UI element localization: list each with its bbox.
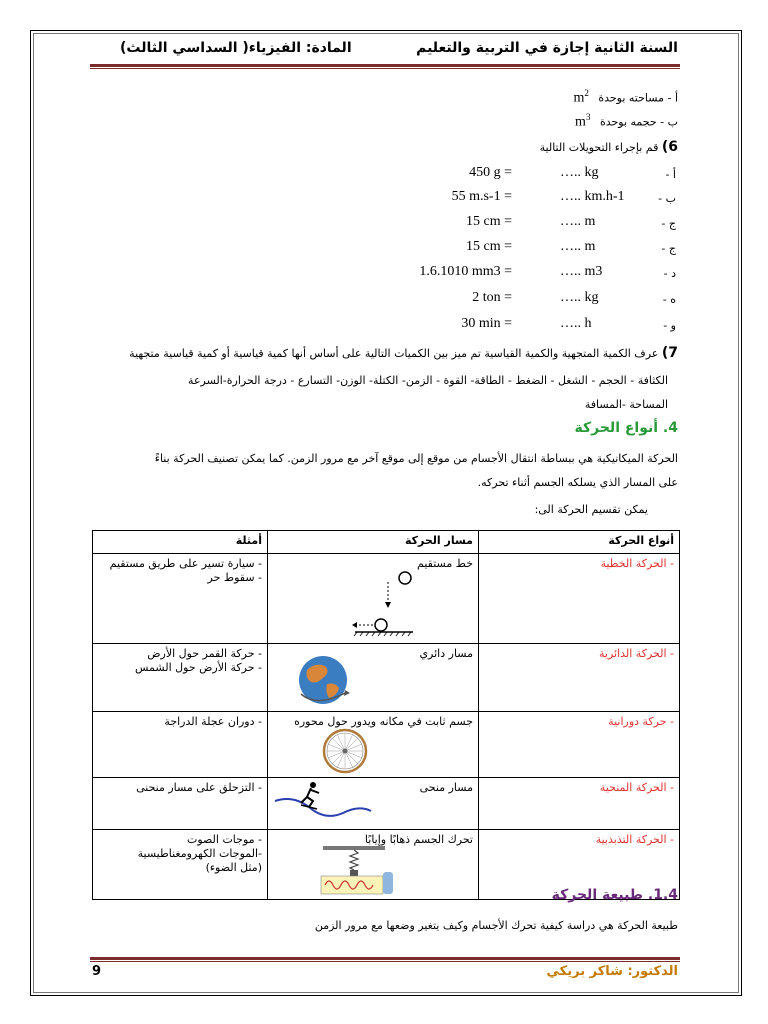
q6-text: قم بإجراء التحويلات التالية xyxy=(539,141,659,154)
item-b-unit-base: m xyxy=(575,114,586,130)
skier-curve-icon xyxy=(273,779,373,823)
footer-rule-thin xyxy=(90,961,680,962)
header-types: أنواع الحركة xyxy=(479,531,680,554)
conversion-source: 2 ton = xyxy=(472,290,512,305)
motion-examples-cell xyxy=(93,778,268,830)
conversion-target: ….. kg xyxy=(560,165,599,180)
motion-examples-cell xyxy=(93,644,268,712)
conversion-label: ج - xyxy=(661,242,676,255)
conversion-target: ….. km.h-1 xyxy=(560,189,625,204)
conversion-target: ….. m3 xyxy=(560,264,603,279)
conversion-source: 450 g = xyxy=(469,165,512,180)
section4-para1: الحركة الميكانيكية هي ببساطة انتقال الأجسام من موقع إلى موقع آخر مع مرور الزمن. كما يمكن تصنيف الحركة بناءً xyxy=(154,452,678,465)
header-title-right: السنة الثانية إجازة في التربية والتعليم xyxy=(416,40,678,56)
header-rule xyxy=(90,64,680,67)
item-b-label: ب - حجمه بوحدة xyxy=(599,115,678,129)
spring-oscillation-icon xyxy=(319,846,395,896)
header-path: مسار الحركة xyxy=(268,531,479,554)
table-row xyxy=(93,712,680,778)
q7-text: عرف الكمية المتجهية والكمية القياسية تم ميز بين الكميات التالية على أساس أنها كمية قياسية أو كمية قياسية متجهية xyxy=(129,347,659,360)
item-b-unit-exp: 3 xyxy=(585,112,591,122)
motion-type-cell xyxy=(479,644,680,712)
example-text: - سقوط حر xyxy=(207,571,262,584)
motion-type: - الحركة الدائرية xyxy=(598,647,674,660)
conversion-source: 1.6.1010 mm3 = xyxy=(419,264,512,279)
item-b-unit xyxy=(575,112,590,131)
conversion-target: ….. h xyxy=(560,316,592,331)
conversion-source: 30 min = xyxy=(461,316,512,331)
motion-path-cell xyxy=(268,778,479,830)
section4-intro: يمكن تقسيم الحركة الى: xyxy=(534,503,648,516)
motion-path-label: مسار دائري xyxy=(419,647,473,660)
motion-path-label: مسار منحى xyxy=(419,781,473,794)
conversion-target: ….. kg xyxy=(560,290,599,305)
table-row xyxy=(93,554,680,644)
conversion-source: 55 m.s-1 = xyxy=(451,189,512,204)
table-row xyxy=(93,778,680,830)
motion-path-cell xyxy=(268,644,479,712)
motion-types-table xyxy=(92,530,680,900)
example-text: -الموجات الكهرومغناطيسية xyxy=(137,847,262,860)
section41-para: طبيعة الحركة هي دراسة كيفية تحرك الأجسام وكيف يتغير وضعها مع مرور الزمن xyxy=(314,919,678,932)
motion-type: - حركة دورانية xyxy=(608,715,674,728)
motion-examples-cell xyxy=(93,554,268,644)
header-examples: أمثلة xyxy=(93,531,268,554)
conversion-label: د - xyxy=(663,267,676,280)
footer-author: الدكتور: شاكر بريكي xyxy=(546,964,678,979)
motion-type: - الحركة المنحية xyxy=(599,781,674,794)
example-text: (مثل الضوء) xyxy=(205,861,262,874)
motion-path-cell xyxy=(268,830,479,900)
item-a xyxy=(573,88,678,107)
bicycle-wheel-icon xyxy=(317,728,373,774)
conversion-label: و - xyxy=(663,319,676,332)
example-text: - حركة القمر حول الأرض xyxy=(147,647,262,660)
motion-examples-cell xyxy=(93,830,268,900)
item-a-label: أ - مساحته بوحدة xyxy=(598,91,678,105)
conversion-target: ….. m xyxy=(560,214,596,229)
conversion-target: ….. m xyxy=(560,239,596,254)
motion-path-cell xyxy=(268,554,479,644)
conversion-label: أ - xyxy=(665,168,676,181)
q7-list1: الكثافة - الحجم - الشغل - الضغط - الطاقة- القوة - الزمن- الكتلة- الوزن- التسارع - درجة الحرارة-السرعة xyxy=(188,374,668,387)
item-a-unit-base: m xyxy=(573,90,585,106)
motion-type-cell xyxy=(479,554,680,644)
q7 xyxy=(129,345,678,361)
motion-type-cell xyxy=(479,778,680,830)
example-text: - التزحلق على مسار منحنى xyxy=(136,781,262,794)
conversion-source: 15 cm = xyxy=(466,214,512,229)
conversion-label: ه - xyxy=(662,293,676,306)
table-header-row xyxy=(93,531,680,554)
motion-examples-cell xyxy=(93,712,268,778)
curved-path-container xyxy=(273,781,473,823)
item-a-unit xyxy=(573,88,588,107)
example-text: - موجات الصوت xyxy=(186,833,262,846)
header-title-left: المادة: الفيزياء( السداسي الثالث) xyxy=(120,40,352,56)
motion-path-cell xyxy=(268,712,479,778)
header-rule-thin xyxy=(90,68,680,69)
motion-path-label: تحرك الجسم ذهابًا وإيابًا xyxy=(364,833,473,846)
section4-para2: على المسار الذي يسلكه الجسم أثناء تحركه. xyxy=(477,476,678,489)
linear-motion-icon xyxy=(343,570,433,640)
example-text: - دوران عجلة الدراجة xyxy=(164,715,262,728)
page-number: 9 xyxy=(92,964,102,979)
motion-path-label: خط مستقيم xyxy=(417,557,473,570)
motion-type: - الحركة التذبذبية xyxy=(595,833,674,846)
conversion-label: ب - xyxy=(658,192,676,205)
example-text: - حركة الأرض حول الشمس xyxy=(135,661,262,674)
item-a-unit-exp: 2 xyxy=(584,88,589,98)
conversion-label: ج - xyxy=(661,217,676,230)
q7-list2: المساحة -المسافة xyxy=(584,398,668,411)
table-row xyxy=(93,644,680,712)
motion-type-cell xyxy=(479,712,680,778)
example-text: - سيارة تسير على طريق مستقيم xyxy=(109,557,262,570)
footer-rule xyxy=(90,957,680,960)
q7-number: 7) xyxy=(661,345,678,361)
section4-heading: 4. أنواع الحركة xyxy=(574,420,678,436)
q6-number: 6) xyxy=(661,139,678,155)
globe-orbit-icon xyxy=(297,654,353,706)
section41-heading: 1.4. طبيعة الحركة xyxy=(551,887,678,903)
item-b xyxy=(575,112,678,131)
motion-type: - الحركة الخطية xyxy=(600,557,674,570)
motion-path-label: جسم ثابت في مكانه ويدور حول محوره xyxy=(294,715,473,728)
q6 xyxy=(540,139,678,155)
conversion-source: 15 cm = xyxy=(466,239,512,254)
